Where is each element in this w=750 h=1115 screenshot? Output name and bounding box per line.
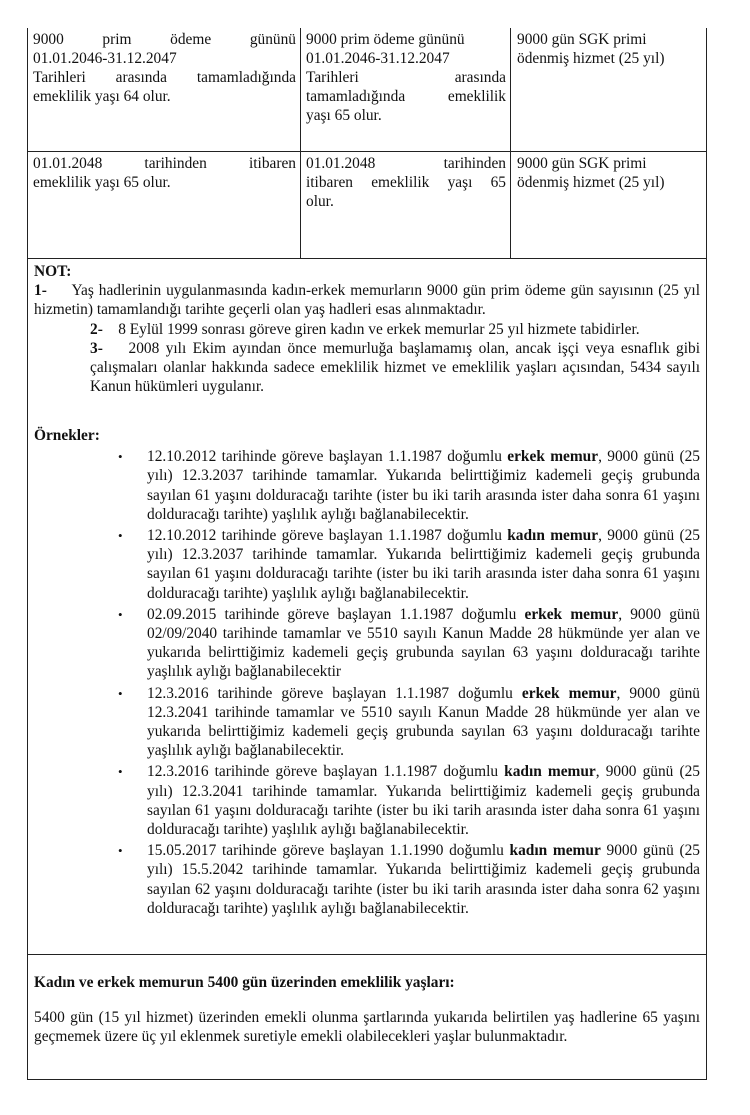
example-text [147, 762, 700, 839]
example-post: 9000 günü (25 yılı) 15.5.2042 tarihinde tamamlar. Yukarıda belirttiğimiz kademeli geçiş grubunda sayılan 62 yaşını dolduracağı tarihte (ister bu iki tarih arasında ister daha sonra 62 yaşını dolduracağı tarihte) yaşlılık aylığı bağlanabilecektir. [147, 842, 700, 917]
section-divider [28, 954, 706, 955]
example-pre: 12.10.2012 tarihinde göreve başlayan 1.1.1987 doğumlu [147, 527, 508, 545]
example-post: , 9000 günü (25 yılı) 12.3.2037 tarihinde tamamlar. Yukarıda belirttiğimiz kademeli geçiş grubunda sayılan 61 yaşını dolduracağı tarihte (ister bu iki tarih arasında ister daha sonra 61 yaşını dolduracağı tarihte) yaşlılık aylığı bağlanabilecektir. [147, 527, 700, 602]
table-cell [28, 152, 301, 258]
examples-section [34, 426, 700, 918]
list-item [34, 447, 700, 524]
note-item-2 [34, 320, 700, 339]
table-row [28, 28, 706, 151]
bullet-icon: • [118, 449, 123, 465]
example-post: , 9000 günü (25 yılı) 12.3.2041 tarihinde tamamlar. Yukarıda belirttiğimiz kademeli geçiş grubunda sayılan 61 yaşını dolduracağı tarihte (ister bu iki tarih arasında ister daha sonra 61 yaşını dolduracağı tarihte) yaşlılık aylığı bağlanabilecektir. [147, 763, 700, 839]
example-post: , 9000 günü 12.3.2041 tarihinde tamamlar ve 5510 sayılı Kanun Madde 28 hükmünde yer alan ve yukarıda belirttiğimiz kademeli geçiş grubunda sayılan 63 yaşını dolduracağı tarihte yaşlılık aylığı bağlanabilecektir. [147, 684, 700, 760]
table-divider [28, 258, 706, 259]
bullet-icon: • [118, 764, 123, 780]
example-post: , 9000 günü 02/09/2040 tarihinde tamamlar ve 5510 sayılı Kanun Madde 28 hükmünde yer alan ve yukarıda belirttiğimiz kademeli geçiş grubunda sayılan 63 yaşını dolduracağı tarihte yaşlılık aylığı bağlanabilecektir [147, 605, 701, 681]
section-5400 [34, 973, 700, 1047]
cell-line: 9000 gün SGK primi [517, 155, 647, 172]
cell-line: 9000 gün SGK primi [517, 31, 647, 48]
note-section [34, 262, 700, 396]
cell-line: olur. [306, 193, 334, 210]
note-item-text: 2008 yılı Ekim ayından önce memurluğa başlamamış olan, ancak işçi veya esnaflık gibi çalışmaları olanlar hakkında sadece emeklilik hizmet ve emeklilik yaşları açısından, 5434 sayılı Kanun hükümleri uygulanır. [90, 339, 700, 396]
cell-line: 01.01.2046-31.12.2047 [33, 50, 177, 67]
example-pre: 12.3.2016 tarihinde göreve başlayan 1.1.1987 doğumlu [147, 684, 522, 702]
example-bold: kadın memur [504, 763, 596, 781]
cell-line: tamamladığında emeklilik [306, 88, 506, 105]
cell-line: 01.01.2046-31.12.2047 [306, 50, 450, 67]
example-bold: kadın memur [507, 527, 599, 545]
example-text [147, 526, 700, 603]
example-text [147, 684, 700, 761]
example-bold: kadın memur [509, 842, 601, 860]
examples-title: Örnekler: [34, 427, 100, 444]
section-heading: Kadın ve erkek memurun 5400 gün üzerinden emeklilik yaşları: [34, 974, 455, 991]
example-bold: erkek memur [507, 448, 599, 466]
note-item-text: 8 Eylül 1999 sonrası göreve giren kadın ve erkek memurlar 25 yıl hizmete tabidirler. [118, 320, 640, 338]
cell-line: 01.01.2048 tarihinden [306, 155, 506, 172]
table-cell [511, 152, 706, 258]
cell-line: emeklilik yaşı 64 olur. [33, 88, 171, 105]
bullet-icon: • [118, 685, 123, 701]
table-row [28, 152, 706, 258]
example-pre: 15.05.2017 tarihinde göreve başlayan 1.1.1990 doğumlu [147, 842, 510, 860]
document-frame [27, 28, 707, 1080]
example-bold: erkek memur [521, 684, 617, 702]
note-item-text: Yaş hadlerinin uygulanmasında kadın-erkek memurların 9000 gün prim ödeme gün sayısının (25 yıl hizmetin) tamamlandığı tarihte geçerli olan yaş hadleri esas alınmaktadır. [34, 282, 700, 319]
examples-list [34, 447, 700, 918]
example-post: , 9000 günü (25 yılı) 12.3.2037 tarihinde tamamlar. Yukarıda belirttiğimiz kademeli geçiş grubunda sayılan 61 yaşını dolduracağı tarihte (ister bu iki tarih arasında ister daha sonra 61 yaşını dolduracağı tarihte) yaşlılık aylığı bağlanabilecektir. [147, 448, 700, 523]
note-item-3 [34, 339, 700, 397]
cell-line: itibaren emeklilik yaşı 65 [306, 174, 506, 191]
cell-line: yaşı 65 olur. [306, 107, 382, 124]
bullet-icon: • [118, 606, 123, 622]
example-text [147, 605, 700, 682]
bullet-icon: • [118, 843, 123, 859]
cell-line: emeklilik yaşı 65 olur. [33, 174, 171, 191]
cell-line: Tarihleri arasında tamamladığında [33, 69, 296, 86]
example-bold: erkek memur [524, 605, 619, 623]
note-item-1 [34, 281, 700, 319]
example-text [147, 447, 700, 524]
example-pre: 12.3.2016 tarihinde göreve başlayan 1.1.1987 doğumlu [147, 763, 505, 781]
note-title: NOT: [34, 263, 72, 280]
cell-line: 01.01.2048 tarihinden itibaren [33, 155, 296, 172]
table-cell [301, 152, 511, 258]
list-item [34, 841, 700, 918]
cell-line: ödenmiş hizmet (25 yıl) [517, 174, 665, 191]
list-item [34, 762, 700, 839]
cell-line: 9000 prim ödeme gününü [33, 31, 296, 48]
cell-line: Tarihleri arasında [306, 69, 506, 86]
list-item [34, 526, 700, 603]
note-item-number: 2- [90, 320, 103, 338]
note-item-number: 1- [34, 282, 47, 300]
section-text: 5400 gün (15 yıl hizmet) üzerinden emekli olunma şartlarında yukarıda belirtilen yaş hadlerine 65 yaşını geçmemek üzere üç yıl eklenmek suretiyle emekli olabilecekleri yaşlar bulunmaktadır. [34, 1009, 700, 1046]
table-cell [511, 28, 706, 151]
table-cell [28, 28, 301, 151]
list-item [34, 605, 700, 682]
example-pre: 12.10.2012 tarihinde göreve başlayan 1.1.1987 doğumlu [147, 448, 508, 466]
example-text [147, 841, 700, 918]
note-item-number: 3- [90, 339, 103, 357]
cell-line: ödenmiş hizmet (25 yıl) [517, 50, 665, 67]
example-pre: 02.09.2015 tarihinde göreve başlayan 1.1.1987 doğumlu [147, 605, 525, 623]
list-item [34, 684, 700, 761]
bullet-icon: • [118, 528, 123, 544]
table-cell [301, 28, 511, 151]
cell-line: 9000 prim ödeme gününü [306, 31, 465, 48]
